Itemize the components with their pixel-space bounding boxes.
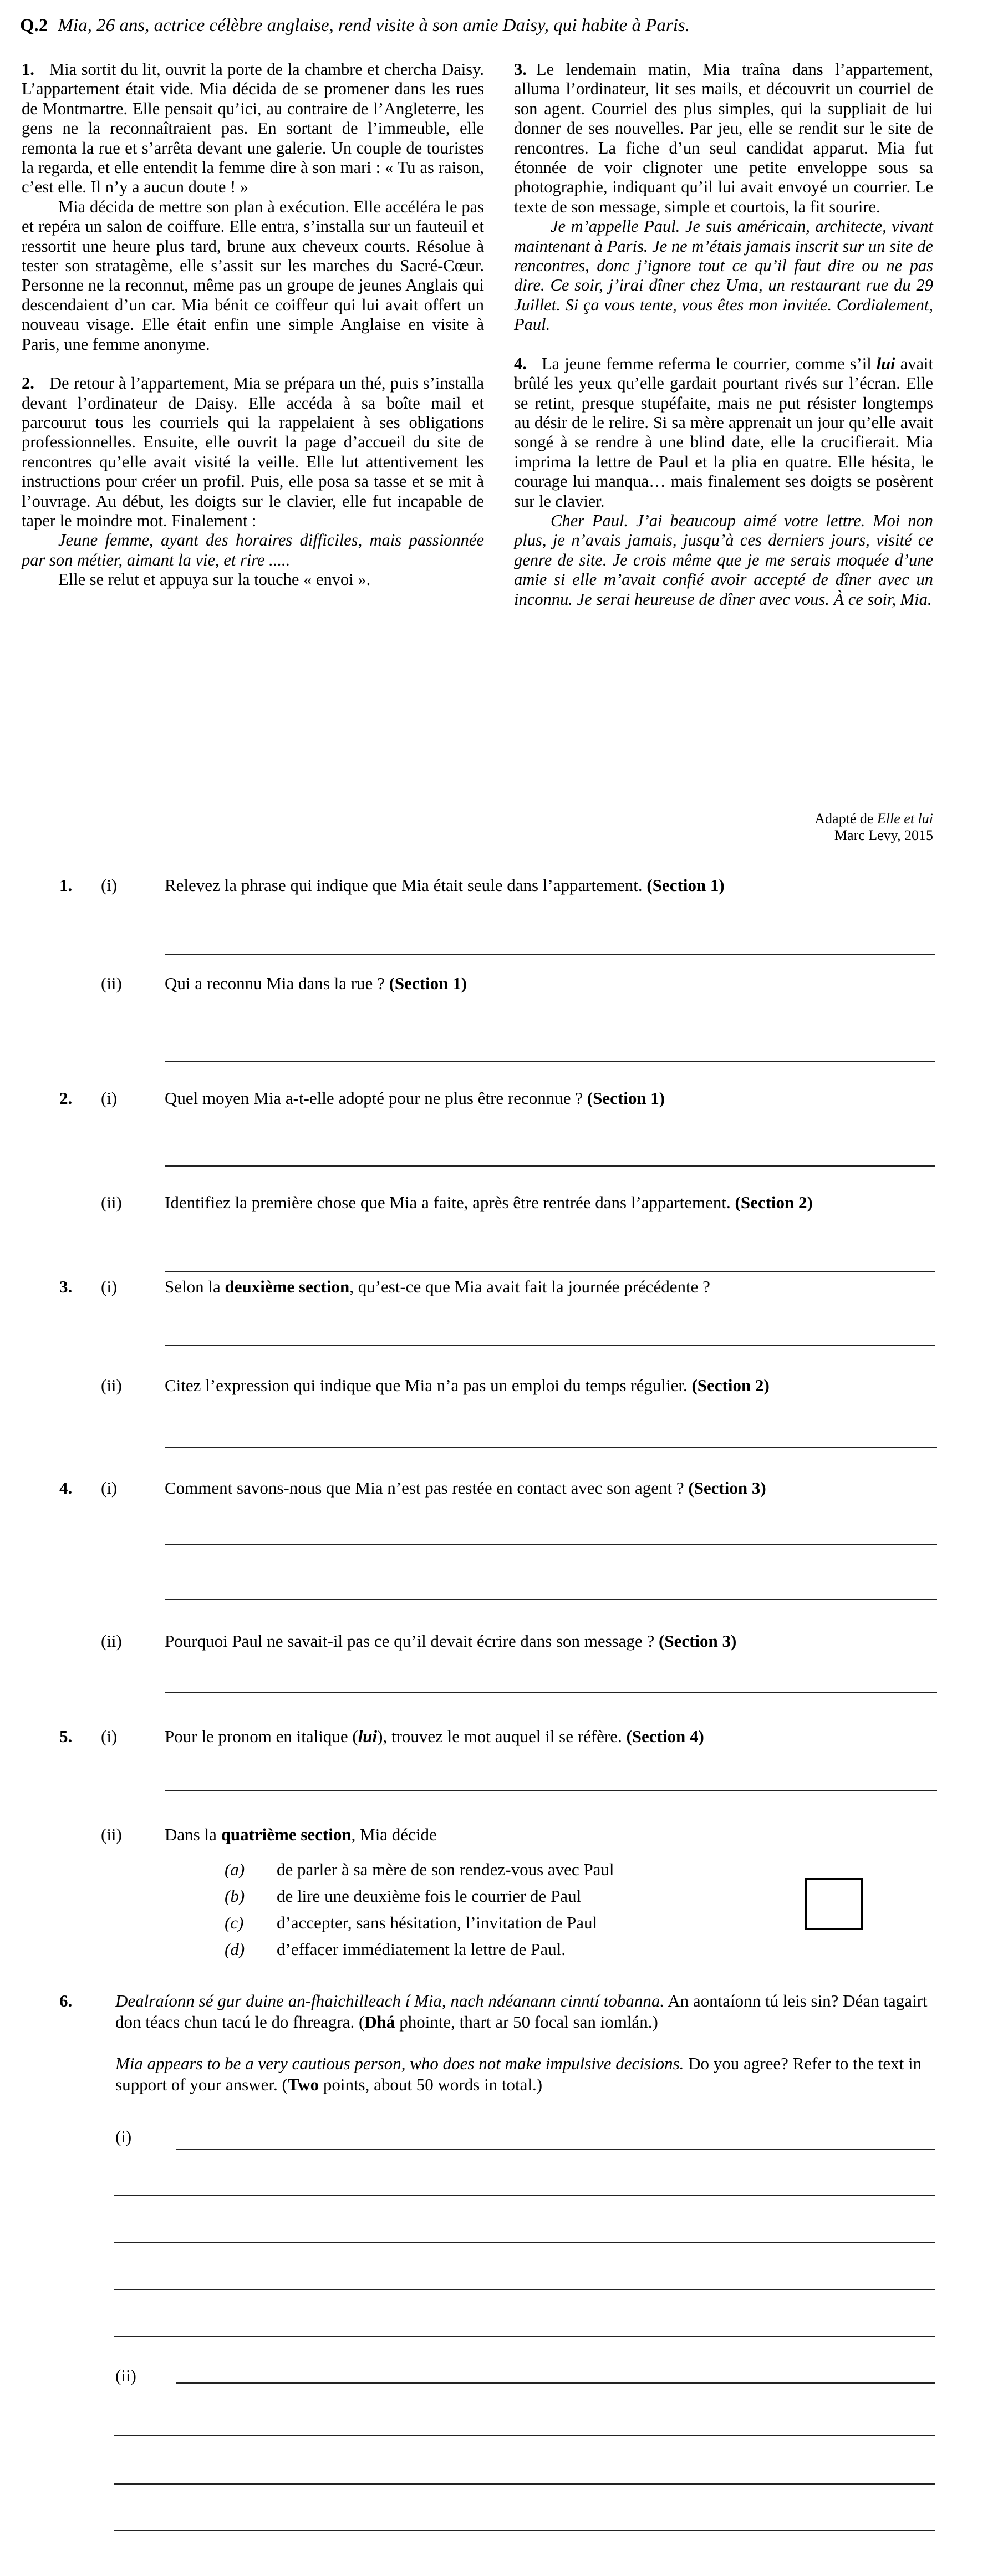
- answer-line-3-i[interactable]: [165, 1345, 935, 1346]
- answer-line-1-i[interactable]: [165, 954, 935, 955]
- question-3-i: 3. (i) Selon la deuxième section, qu’est-ce que Mia avait fait la journée précédente ?: [59, 1277, 710, 1296]
- section-3-paragraph-1: 3. Le lendemain matin, Mia traîna dans l’appartement, alluma l’ordinateur, lit ses mails, et découvrit un courriel de son agent. Courriel des plus simples, qui la suppliait de lui donner de ses nouvelles. Par jeu, elle se rendit sur le site de rencontres. La fiche d’un seul candidat apparut. Mia fut étonnée de voir clignoter une petite enveloppe sous sa photographie, indiquant qu’il lui avait envoyé un courrier. Le texte de son message, simple et courtois, la fit sourire.: [514, 60, 933, 216]
- answer-line-4-i-1[interactable]: [165, 1544, 937, 1545]
- answer-line-6-i-2[interactable]: [114, 2195, 935, 2196]
- question-6: 6. Dealraíonn sé gur duine an-fhaichilleach í Mia, nach ndéanann cinntí tobanna. An aontaíonn tú leis sin? Déan tagairt don téacs chun tacú le do fhreagra. (Dhá phointe, thart ar 50 focal san iomlán.) Mia appears to be a very cautious person, who does not make impulsive decisions. Do you agree? Refer to the text in support of your answer. (Two points, about 50 words in total.): [59, 1990, 946, 2095]
- passage-right-column: [514, 60, 933, 609]
- section-2-profile-text: Jeune femme, ayant des horaires difficiles, mais passionnée par son métier, aimant la vie, et rire .....: [22, 531, 484, 569]
- answer-line-6-i-5[interactable]: [114, 2336, 935, 2337]
- answer-line-2-ii[interactable]: [165, 1271, 935, 1272]
- section-2-paragraph-2: Elle se relut et appuya sur la touche « envoi ».: [58, 570, 371, 589]
- answer-label-6-ii: (ii): [115, 2366, 136, 2385]
- section-4-paragraph-1: 4. La jeune femme referma le courrier, comme s’il lui avait brûlé les yeux qu’elle gardait pourtant rivés sur l’écran. Elle se retint, presque stupéfaite, mais ne put résister longtemps au désir de le relire. Si sa mère apprenait un jour qu’elle avait songé à se rendre à une blind date, elle la crucifierait. Mia imprima la lettre de Paul et la plia en quatre. Elle hésita, le courage lui manqua… mais finalement ses doigts se posèrent sur le clavier.: [514, 354, 933, 511]
- question-number: Q.2: [20, 16, 48, 35]
- section-3-letter: Je m’appelle Paul. Je suis américain, architecte, vivant maintenant à Paris. Je ne m’étais jamais inscrit sur un site de rencontres, donc j’ignore tout ce qu’il faut dire ou ne pas dire. Ce soir, j’irai dîner chez Uma, un restaurant rue du 29 Juillet. Si ça vous tente, vous êtes mon invitée. Cordialement, Paul.: [514, 217, 933, 334]
- question-6-english-prompt: Mia appears to be a very cautious person, who does not make impulsive decisions. Do you agree? Refer to the text in support of your answer. (Two points, about 50 words in total.): [115, 2054, 922, 2094]
- option-d[interactable]: (d) d’effacer immédiatement la lettre de Paul.: [225, 1939, 566, 1959]
- question-5-ii: (ii) Dans la quatrième section, Mia décide: [101, 1825, 437, 1844]
- answer-line-6-ii-3[interactable]: [114, 2483, 935, 2485]
- question-5-i: 5. (i) Pour le pronom en italique (lui), trouvez le mot auquel il se réfère. (Section 4): [59, 1727, 704, 1746]
- answer-line-6-i-4[interactable]: [114, 2289, 935, 2290]
- source-credit: Adapté de Elle et lui Marc Levy, 2015: [814, 811, 933, 843]
- option-b[interactable]: (b) de lire une deuxième fois le courrier de Paul: [225, 1886, 582, 1906]
- question-2-i: 2. (i) Quel moyen Mia a-t-elle adopté pour ne plus être reconnue ? (Section 1): [59, 1088, 665, 1108]
- section-4-reply: Cher Paul. J’ai beaucoup aimé votre lettre. Moi non plus, je n’avais jamais, jusqu’à ces derniers jours, visité ce genre de site. Je crois même que je me serais moquée d’une amie si elle m’avait confié avoir accepté de dîner avec un inconnu. Je serai heureuse de dîner avec vous. À ce soir, Mia.: [514, 511, 933, 609]
- answer-line-6-i-3[interactable]: [114, 2242, 935, 2243]
- question-intro: Mia, 26 ans, actrice célèbre anglaise, rend visite à son amie Daisy, qui habite à Paris.: [58, 16, 690, 35]
- section-1-paragraph-1: 1. Mia sortit du lit, ouvrit la porte de la chambre et chercha Daisy. L’appartement était vide. Mia décida de se promener dans les rues de Montmartre. Elle pensait qu’ici, au contraire de l’Angleterre, les gens ne la reconnaîtraient pas. En sortant de l’immeuble, elle remonta la rue et s’arrêta devant une galerie. Un couple de touristes la regarda, et elle entendit la femme dire à son mari : « Tu as raison, c’est elle. Il n’y a aucun doute ! »: [22, 60, 484, 197]
- answer-line-1-ii[interactable]: [165, 1061, 935, 1062]
- answer-line-2-i[interactable]: [165, 1165, 935, 1167]
- answer-box-5-ii[interactable]: [805, 1878, 863, 1930]
- question-2-ii: (ii) Identifiez la première chose que Mia a faite, après être rentrée dans l’appartement. (Section 2): [101, 1193, 813, 1212]
- passage-left-column: [22, 60, 484, 590]
- answer-line-3-ii[interactable]: [165, 1447, 937, 1448]
- answer-line-6-i-1[interactable]: [176, 2149, 935, 2150]
- question-1-ii: (ii) Qui a reconnu Mia dans la rue ? (Section 1): [101, 974, 467, 993]
- question-3-ii: (ii) Citez l’expression qui indique que Mia n’a pas un emploi du temps régulier. (Section 2): [101, 1376, 770, 1395]
- option-c[interactable]: (c) d’accepter, sans hésitation, l’invitation de Paul: [225, 1913, 598, 1932]
- answer-line-5-i[interactable]: [165, 1790, 937, 1791]
- answer-line-6-ii-1[interactable]: [176, 2382, 935, 2384]
- question-6-irish-prompt: Dealraíonn sé gur duine an-fhaichilleach í Mia, nach ndéanann cinntí tobanna. An aontaíonn tú leis sin? Déan tagairt don téacs chun tacú le do fhreagra. (Dhá phointe, thart ar 50 focal san iomlán.): [115, 1991, 928, 2032]
- question-4-i: 4. (i) Comment savons-nous que Mia n’est pas restée en contact avec son agent ? (Section 3): [59, 1478, 766, 1498]
- pronoun-lui: lui: [876, 354, 895, 373]
- answer-line-4-ii[interactable]: [165, 1692, 937, 1693]
- answer-line-4-i-2[interactable]: [165, 1599, 937, 1600]
- section-2-paragraph-1: 2. De retour à l’appartement, Mia se prépara un thé, puis s’installa devant l’ordinateur de Daisy. Elle accéda à sa boîte mail et parcourut tous les courriels qui la rappelaient à ses obligations professionnelles. Ensuite, elle ouvrit la page d’accueil du site de rencontres qu’elle avait visité la veille. Elle lut attentivement les instructions pour créer un profil. Puis, elle posa sa tasse et se mit à l’ouvrage. Au début, les doigts sur le clavier, elle fut incapable de taper le moindre mot. Finalement :: [22, 374, 484, 530]
- question-4-ii: (ii) Pourquoi Paul ne savait-il pas ce qu’il devait écrire dans son message ? (Section 3): [101, 1631, 737, 1651]
- answer-line-6-ii-2[interactable]: [114, 2435, 935, 2436]
- answer-label-6-i: (i): [115, 2127, 132, 2146]
- question-1-i: 1. (i) Relevez la phrase qui indique que Mia était seule dans l’appartement. (Section 1): [59, 875, 725, 895]
- option-a[interactable]: (a) de parler à sa mère de son rendez-vous avec Paul: [225, 1860, 614, 1879]
- section-1-paragraph-2: Mia décida de mettre son plan à exécution. Elle accéléra le pas et repéra un salon de coiffure. Elle entra, s’installa sur un fauteuil et ressortit une heure plus tard, brune aux cheveux courts. Résolue à tester son stratagème, elle s’assit sur les marches du Sacré-Cœur. Personne ne la reconnut, même pas un groupe de jeunes Anglais qui descendaient d’un car. Mia bénit ce coiffeur qui lui avait offert un nouveau visage. Elle était enfin une simple Anglaise en visite à Paris, une femme anonyme.: [22, 197, 484, 354]
- answer-line-6-ii-4[interactable]: [114, 2530, 935, 2531]
- question-header: [20, 14, 690, 37]
